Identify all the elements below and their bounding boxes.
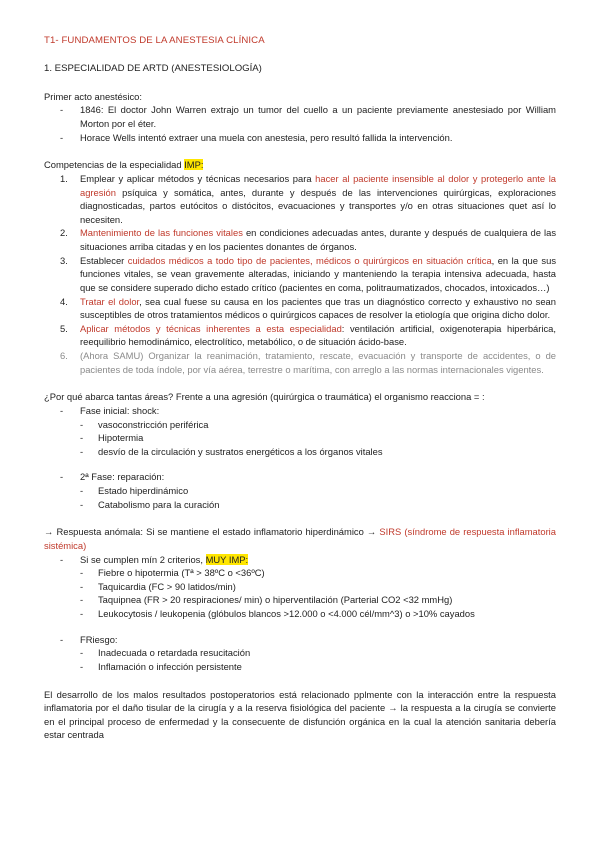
document-title: T1- FUNDAMENTOS DE LA ANESTESIA CLÍNICA xyxy=(44,35,265,46)
criteria-items xyxy=(44,566,556,621)
item-number: 4. xyxy=(60,295,68,307)
item-number: 3. xyxy=(60,254,68,266)
list-item: - Catabolismo para la curación xyxy=(80,498,556,512)
risk-items xyxy=(44,646,556,673)
competencias-list xyxy=(44,172,556,376)
criteria-label-text: Si se cumplen mín 2 criterios, xyxy=(80,553,206,565)
imp-highlight: IMP: xyxy=(184,159,204,171)
phase1-label: - Fase inicial: shock: xyxy=(60,404,556,418)
list-item: - Hipotermia xyxy=(80,431,556,445)
phase2-label: - 2ª Fase: reparación: xyxy=(60,470,556,484)
item-text: Emplear y aplicar métodos y técnicas necesarios para xyxy=(80,172,316,184)
item-red-text: cuidados médicos a todo tipo de pacientes, médicos o quirúrgicos en situación crítica xyxy=(127,254,492,266)
item-number: 1. xyxy=(60,172,68,184)
competencia-item xyxy=(60,322,556,349)
item-number: 2. xyxy=(60,227,68,239)
item-red-text: Tratar el dolor xyxy=(80,295,140,307)
criteria-list xyxy=(44,553,556,567)
sirs-red-text: SIRS (síndrome de respuesta inflamatoria sistémica) xyxy=(44,526,556,551)
item-number: 6. xyxy=(60,350,68,362)
sirs-intro xyxy=(44,525,556,552)
list-item: - 1846: El doctor John Warren extrajo un tumor del cuello a un paciente previamente anestesiado por William Morton por el éter. xyxy=(60,103,556,130)
sirs-intro-text: → Respuesta anómala: Si se mantiene el estado inflamatorio hiperdinámico → xyxy=(44,526,380,538)
list-item: - Estado hiperdinámico xyxy=(80,484,556,498)
list-item: - vasoconstricción periférica xyxy=(80,418,556,432)
item-text: : ventilación artificial, oxigenoterapia hiperbárica, reequilibrio hemodinámico, electrolítico, metabólico, o de situación ácido-base. xyxy=(80,322,556,348)
item-text: , en la que sus funciones vitales, se vean gravemente alteradas, iniciando y manteniendo la terapia intensiva adecuada, hasta que se considere superado dicho estado crítico (pacientes en coma, politraumatizados, chocados, intoxicados…) xyxy=(80,254,557,293)
risk-label: - FRiesgo: xyxy=(60,633,556,647)
primer-acto-heading: Primer acto anestésico: xyxy=(44,90,142,102)
list-item: - Taquicardia (FC > 90 latidos/min) xyxy=(80,580,556,594)
list-item: - Leukocytosis / leukopenia (glóbulos blancos >12.000 o <4.000 cél/mm^3) o >10% cayados xyxy=(80,607,556,621)
competencia-item xyxy=(60,295,556,322)
item-text: Establecer xyxy=(80,254,128,266)
phase2-items xyxy=(44,484,556,511)
areas-question: ¿Por qué abarca tantas áreas? Frente a una agresión (quirúrgica o traumática) el organismo reacciona = : xyxy=(44,391,485,403)
muy-imp-highlight: MUY IMP: xyxy=(205,553,249,565)
phase2-list xyxy=(44,470,556,484)
sirs-block xyxy=(44,525,556,673)
list-item: - Horace Wells intentó extraer una muela con anestesia, pero resultó fallida la intervención. xyxy=(60,131,556,145)
item-text: psíquica y somática, antes, durante y después de las intervenciones quirúrgicas, exploraciones diagnosticadas, partos eutócitos o distócitos, evacuaciones y transportes y/o en otras situaciones quet así lo necesiten. xyxy=(80,186,556,225)
competencias-block xyxy=(44,158,556,376)
phase1-items xyxy=(44,418,556,459)
competencia-item xyxy=(60,172,556,227)
primer-acto-list xyxy=(44,103,556,144)
item-red-text: hacer al paciente insensible al dolor y protegerlo ante la agresión xyxy=(80,172,556,198)
primer-acto-block xyxy=(44,90,556,145)
closing-paragraph: El desarrollo de los malos resultados postoperatorios está relacionado pplmente con la interacción entre la respuesta inflamatoria por el daño tisular de la cirugía y a la reserva fisiológica del paciente → la respuesta a la cirugía se convierte en el principal proceso de enfermedad y la consecuente de disfunción orgánica en la cual la atención sanitaria debería estar centrada xyxy=(44,688,556,741)
item-text: en condiciones adecuadas antes, durante y después de cualquiera de las situaciones arriba citadas y en los pacientes donantes de órganos. xyxy=(80,227,557,253)
competencias-heading-text: Competencias de la especialidad xyxy=(44,159,185,171)
section-heading: 1. ESPECIALIDAD DE ARTD (ANESTESIOLOGÍA) xyxy=(44,62,262,74)
item-red-text: Aplicar métodos y técnicas inherentes a esta especialidad xyxy=(80,322,342,334)
areas-block xyxy=(44,390,556,511)
criteria-label xyxy=(60,553,556,567)
list-item: - Taquipnea (FR > 20 respiraciones/ min) o hiperventilación (Parterial CO2 <32 mmHg) xyxy=(80,593,556,607)
competencia-item xyxy=(60,349,556,376)
list-item: - desvío de la circulación y sustratos energéticos a los órganos vitales xyxy=(80,445,556,459)
list-item: - Fiebre o hipotermia (Tª > 38ºC o <36ºC) xyxy=(80,566,556,580)
list-item: - Inadecuada o retardada resucitación xyxy=(80,646,556,660)
item-number: 5. xyxy=(60,322,68,334)
risk-list xyxy=(44,633,556,647)
list-item: - Inflamación o infección persistente xyxy=(80,660,556,674)
item-text: (Ahora SAMU) Organizar la reanimación, tratamiento, rescate, evacuación y transporte de accidentes, o de pacientes de toda índole, por vía aérea, terrestre o marítima, con arreglo a las normas internacionales vigentes. xyxy=(80,350,556,375)
item-red-text: Mantenimiento de las funciones vitales xyxy=(80,227,243,239)
competencia-item xyxy=(60,226,556,253)
competencias-heading xyxy=(44,158,556,172)
competencia-item xyxy=(60,254,556,295)
phase1-list xyxy=(44,404,556,418)
item-text: , sea cual fuese su causa en los pacientes que tras un diagnóstico correcto y exhaustivo no sean susceptibles de otros tratamientos médicos o quirúrgicos capaces de resolver la etiología que origina dicho dolor. xyxy=(80,295,556,321)
